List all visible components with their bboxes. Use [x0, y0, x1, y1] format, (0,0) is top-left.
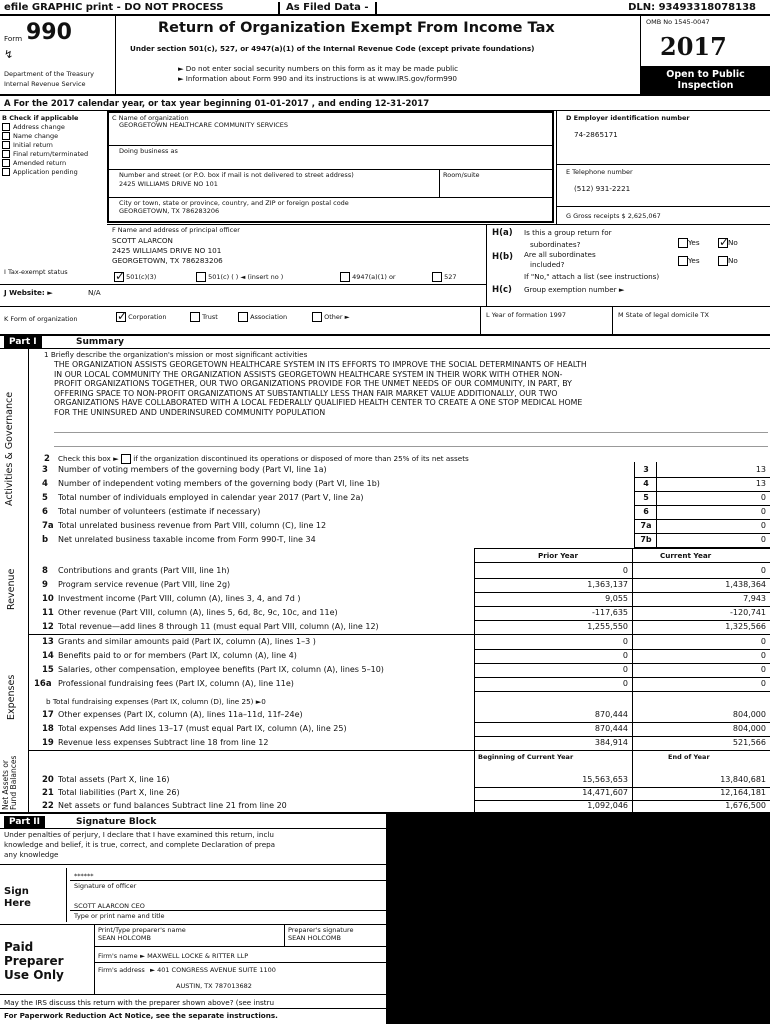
line-box: 7b [640, 535, 652, 544]
hc-label: H(c) [492, 285, 512, 295]
table-row [0, 607, 770, 620]
preparer-name-label: Print/Type preparer's name [98, 926, 186, 934]
current-year-value: 13,840,681 [720, 775, 766, 784]
firm-address-label: Firm's address [98, 966, 145, 974]
line-number: 14 [42, 651, 54, 661]
line-number: 22 [42, 801, 54, 811]
line-box: 6 [643, 507, 649, 516]
hc-question: Group exemption number ► [524, 285, 625, 294]
line-number: 8 [42, 566, 48, 576]
sign-label: Sign [4, 886, 29, 897]
col-current-year: Current Year [660, 551, 712, 560]
line-description: Total expenses Add lines 13–17 (must equal Part IX, column (A), line 25) [58, 724, 347, 733]
line-description: Salaries, other compensation, employee benefits (Part IX, column (A), lines 5–10) [58, 665, 384, 674]
prior-year-value: 0 [622, 566, 628, 575]
side-expenses: Expenses [6, 674, 17, 720]
status-501c[interactable]: 501(c) ( ) ◄ (insert no ) [196, 272, 283, 282]
signature-label: Signature of officer [74, 882, 137, 890]
checkbox-name-change[interactable]: Name change [2, 132, 106, 140]
line-description: Total liabilities (Part X, line 26) [58, 788, 180, 797]
table-row [0, 737, 770, 750]
tax-year: 2017 [660, 32, 727, 61]
line-a: A For the 2017 calendar year, or tax year beginning 01-01-2017 , and ending 12-31-2017 [4, 99, 430, 109]
officer-label: F Name and address of principal officer [112, 226, 240, 234]
status-527[interactable]: 527 [432, 272, 457, 282]
paperwork-notice: For Paperwork Reduction Act Notice, see the separate instructions. [4, 1011, 278, 1020]
ssn-note: ► Do not enter social security numbers on this form as it may be made public [178, 64, 459, 73]
org-trust[interactable]: Trust [190, 312, 218, 322]
prior-year-value: -117,635 [592, 608, 628, 617]
line-description: Professional fundraising fees (Part IX, column (A), line 11e) [58, 679, 294, 688]
ha-question-1: Is this a group return for [524, 228, 612, 237]
city-state-zip: GEORGETOWN, TX 786283206 [119, 207, 220, 215]
line-value: 0 [760, 521, 766, 530]
preparer-signature: SEAN HOLCOMB [288, 934, 341, 942]
line-description: Grants and similar amounts paid (Part IX, column (A), lines 1–3 ) [58, 637, 316, 646]
col-begin-year: Beginning of Current Year [478, 753, 574, 761]
col-end-year: End of Year [668, 753, 710, 761]
officer-name: SCOTT ALARCON [112, 236, 173, 245]
officer-title: SCOTT ALARCON CEO [74, 902, 145, 910]
ein-label: D Employer identification number [566, 114, 690, 122]
state-domicile: M State of legal domicile TX [618, 311, 709, 319]
line-number: 18 [42, 724, 54, 734]
prior-year-value: 0 [622, 651, 628, 660]
current-year-value: 1,325,566 [725, 622, 766, 631]
website-value: N/A [88, 288, 101, 297]
website-label: J Website: ► [4, 288, 53, 297]
status-4947[interactable]: 4947(a)(1) or [340, 272, 396, 282]
year-formation: L Year of formation 1997 [486, 311, 567, 319]
table-row [0, 800, 770, 813]
table-row [0, 464, 770, 477]
mission-text: THE ORGANIZATION ASSISTS GEORGETOWN HEALTHCARE SYSTEM IN ITS EFFORTS TO IMPROVE THE SOCIAL DETERMINANTS OF HEALTH IN OUR LOCAL COMMUNITY THE ORGANIZATION ASSISTS GEORGETOWN HEALTHCARE SYSTEM IN THEIR WORK WITH OTHER NON- PROFIT ORGANIZATIONS TOGETHER, OUR TWO ORGANIZATIONS PROVIDE FOR THE UNMET NEEDS OF OUR COMMUNITY, IN PART, BY OFFERING SPACE TO NON-PROFIT ORGANIZATIONS AT SUBSTANTIALLY LESS THAN FAIR MARKET VALUE ADDITIONALLY, OUR TWO ORGANIZATIONS HAVE COLLABORATED WITH A LOCAL FEDERALLY QUALIFIED HEALTH CENTER TO CREATE A ONE STOP MEDICAL HOME FOR THE UNINSURED AND UNDERINSURED COMMUNITY POPULATION [54, 360, 587, 417]
part1-title: Summary [76, 337, 125, 347]
prior-year-value: 1,363,137 [587, 580, 628, 589]
preparer-signature-label: Preparer's signature [288, 926, 354, 934]
line-number: 10 [42, 594, 54, 604]
officer-addr2: GEORGETOWN, TX 786283206 [112, 256, 223, 265]
checkbox-final-return[interactable]: Final return/terminated [2, 150, 106, 158]
current-year-value: 804,000 [732, 724, 766, 733]
phone-label: E Telephone number [566, 168, 633, 176]
hb-question-1: Are all subordinates [524, 250, 596, 259]
line-description: Total number of individuals employed in calendar year 2017 (Part V, line 2a) [58, 493, 364, 502]
perjury-line2: knowledge and belief, it is true, correct, and complete Declaration of prepa [4, 840, 276, 849]
form-header [0, 16, 770, 96]
table-row [0, 492, 770, 505]
here-label: Here [4, 898, 31, 909]
current-year-value: 0 [760, 651, 766, 660]
ha-label: H(a) [492, 228, 513, 238]
line-value: 13 [755, 465, 766, 474]
ha-no-checkbox[interactable]: ✓ No [718, 238, 738, 248]
line-description: Total number of volunteers (estimate if necessary) [58, 507, 261, 516]
org-corporation[interactable]: ✓ Corporation [116, 312, 166, 322]
line-description: Net unrelated business taxable income from Form 990-T, line 34 [58, 535, 316, 544]
line-number: 7a [42, 521, 54, 531]
org-association[interactable]: Association [238, 312, 287, 322]
checkbox-amended-return[interactable]: Amended return [2, 159, 106, 167]
firm-name: ► MAXWELL LOCKE & RITTER LLP [140, 952, 249, 960]
table-row [0, 664, 770, 677]
preparer-name: SEAN HOLCOMB [98, 934, 151, 942]
firm-name-label: Firm's name [98, 952, 138, 960]
table-row [0, 621, 770, 634]
table-row [0, 534, 770, 547]
officer-title-label: Type or print name and title [74, 912, 165, 920]
dept-irs: Internal Revenue Service [4, 80, 86, 88]
current-year-value: 12,164,181 [720, 788, 766, 797]
line-number: 12 [42, 622, 54, 632]
table-row [0, 650, 770, 663]
line-number: 15 [42, 665, 54, 675]
gross-receipts: G Gross receipts $ 2,625,067 [566, 212, 661, 220]
table-row [0, 593, 770, 606]
form-org-label: K Form of organization [4, 315, 78, 323]
use-only-label: Use Only [4, 968, 64, 982]
prior-year-value: 870,444 [594, 710, 628, 719]
current-year-value: 1,676,500 [725, 801, 766, 810]
prior-year-value: 0 [622, 637, 628, 646]
checkbox-address-change[interactable]: Address change [2, 123, 106, 131]
room-suite-label: Room/suite [443, 171, 480, 179]
line-number: 4 [42, 479, 48, 489]
line-number: 19 [42, 738, 54, 748]
table-row [0, 787, 770, 800]
line-description: Other expenses (Part IX, column (A), lines 11a–11d, 11f–24e) [58, 710, 303, 719]
line-description: Net assets or fund balances Subtract line 21 from line 20 [58, 801, 287, 810]
checkbox-initial-return[interactable]: Initial return [2, 141, 106, 149]
line-box: 4 [643, 479, 649, 488]
line-number: 21 [42, 788, 54, 798]
prior-year-value: 15,563,653 [582, 775, 628, 784]
line-b-title: B Check if applicable [2, 114, 79, 122]
line-description: Total revenue—add lines 8 through 11 (must equal Part VIII, column (A), line 12) [58, 622, 379, 631]
line16b: b Total fundraising expenses (Part IX, column (D), line 25) ►0 [46, 697, 266, 706]
line-description: Program service revenue (Part VIII, line 2g) [58, 580, 231, 589]
line-description: Contributions and grants (Part VIII, line 1h) [58, 566, 230, 575]
table-row [0, 565, 770, 578]
perjury-line1: Under penalties of perjury, I declare that I have examined this return, inclu [4, 830, 274, 839]
line-value: 13 [755, 479, 766, 488]
form-number: 990 [26, 20, 72, 45]
line-description: Number of independent voting members of the governing body (Part VI, line 1b) [58, 479, 380, 488]
table-row [0, 723, 770, 736]
omb-number: OMB No 1545-0047 [646, 18, 710, 26]
line2-num: 2 [44, 454, 50, 464]
dln-label: DLN: 93493318078138 [628, 2, 756, 13]
ha-question-2: subordinates? [530, 240, 581, 249]
line-number: 9 [42, 580, 48, 590]
table-row [0, 774, 770, 787]
prior-year-value: 0 [622, 679, 628, 688]
current-year-value: 1,438,364 [725, 580, 766, 589]
line-value: 0 [760, 535, 766, 544]
prior-year-value: 14,471,607 [582, 788, 628, 797]
line-description: Total assets (Part X, line 16) [58, 775, 170, 784]
line-description: Benefits paid to or for members (Part IX, column (A), line 4) [58, 651, 297, 660]
street-label: Number and street (or P.O. box if mail is not delivered to street address) [119, 171, 354, 179]
side-revenue: Revenue [6, 568, 17, 610]
line-number: b [42, 535, 49, 545]
line2-checkbox[interactable] [121, 454, 131, 464]
efile-label: efile GRAPHIC print - DO NOT PROCESS [4, 2, 224, 13]
line2-text: Check this box ► if the organization discontinued its operations or disposed of more than 25% of its net assets [58, 454, 469, 463]
line-number: 11 [42, 608, 54, 618]
table-row [0, 506, 770, 519]
hb-label: H(b) [492, 252, 513, 262]
form-label: Form [4, 34, 23, 43]
redacted-area [386, 812, 770, 1024]
table-row [0, 478, 770, 491]
table-row [0, 579, 770, 592]
officer-signature-stars: ****** [74, 872, 94, 880]
col-prior-year: Prior Year [538, 551, 579, 560]
table-row [0, 678, 770, 691]
org-other[interactable]: Other ► [312, 312, 350, 322]
prior-year-value: 9,055 [605, 594, 628, 603]
current-year-value: 521,566 [732, 738, 766, 747]
org-name: GEORGETOWN HEALTHCARE COMMUNITY SERVICES [119, 121, 289, 129]
prior-year-value: 870,444 [594, 724, 628, 733]
line-number: 20 [42, 775, 54, 785]
perjury-line3: any knowledge [4, 850, 59, 859]
org-name-box [107, 111, 554, 223]
irs-discuss: May the IRS discuss this return with the preparer shown above? (see instru [4, 998, 275, 1007]
prior-year-value: 1,255,550 [587, 622, 628, 631]
hb-question-2: included? [530, 260, 565, 269]
firm-address: ► 401 CONGRESS AVENUE SUITE 1100 [150, 966, 276, 974]
line-description: Total unrelated business revenue from Part VIII, column (C), line 12 [58, 521, 327, 530]
line-description: Number of voting members of the governing body (Part VI, line 1a) [58, 465, 327, 474]
table-row [0, 636, 770, 649]
line1-label: 1 Briefly describe the organization's mission or most significant activities [44, 350, 308, 359]
open-to-public: Open to Public Inspection [641, 66, 770, 96]
dept-treasury: Department of the Treasury [4, 70, 95, 78]
line-box: 5 [643, 493, 649, 502]
form-title: Return of Organization Exempt From Income Tax [158, 20, 555, 36]
line-value: 0 [760, 507, 766, 516]
prior-year-value: 1,092,046 [587, 801, 628, 810]
ha-yes-checkbox[interactable]: Yes [678, 238, 700, 248]
current-year-value: 0 [760, 665, 766, 674]
table-row [0, 709, 770, 722]
phone-value: (512) 931-2221 [574, 184, 631, 193]
current-year-value: 7,943 [743, 594, 766, 603]
officer-addr1: 2425 WILLIAMS DRIVE NO 101 [112, 246, 222, 255]
hb-note: If "No," attach a list (see instructions) [524, 272, 660, 281]
form-subtitle: Under section 501(c), 527, or 4947(a)(1) of the Internal Revenue Code (except private foundations) [130, 44, 535, 53]
preparer-label: Preparer [4, 954, 64, 968]
status-501c3[interactable]: ✓ 501(c)(3) [114, 272, 156, 282]
info-note: ► Information about Form 990 and its instructions is at www.IRS.gov/form990 [178, 74, 458, 83]
line-description: Other revenue (Part VIII, column (A), lines 5, 6d, 8c, 9c, 10c, and 11e) [58, 608, 338, 617]
part1-tag: Part I [4, 336, 42, 348]
checkbox-application-pending[interactable]: Application pending [2, 168, 106, 176]
line-number: 3 [42, 465, 48, 475]
paid-label: Paid [4, 940, 34, 954]
line-number: 6 [42, 507, 48, 517]
line-number: 17 [42, 710, 54, 720]
line-number: 13 [42, 637, 54, 647]
city-label: City or town, state or province, country, and ZIP or foreign postal code [119, 199, 349, 207]
current-year-value: 0 [760, 679, 766, 688]
org-name-label: C Name of organization [112, 114, 189, 122]
efile-icon: ↯ [4, 48, 14, 61]
line-box: 3 [643, 465, 649, 474]
line-number: 16a [34, 679, 52, 689]
line-description: Revenue less expenses Subtract line 18 from line 12 [58, 738, 269, 747]
hb-yes-checkbox[interactable]: Yes [678, 256, 700, 266]
line-b [2, 114, 106, 176]
current-year-value: -120,741 [730, 608, 766, 617]
hb-no-checkbox[interactable]: No [718, 256, 738, 266]
current-year-value: 804,000 [732, 710, 766, 719]
current-year-value: 0 [760, 566, 766, 575]
ein-value: 74-2865171 [574, 130, 618, 139]
tax-exempt-label: I Tax-exempt status [4, 268, 68, 276]
dba-label: Doing business as [119, 147, 178, 155]
part2-tag: Part II [4, 816, 45, 828]
table-row [0, 520, 770, 533]
line-box: 7a [640, 521, 652, 530]
as-filed-label: As Filed Data - [278, 2, 377, 16]
side-net-assets: Net Assets or Fund Balances [1, 755, 18, 810]
firm-city: AUSTIN, TX 787013682 [176, 982, 252, 990]
prior-year-value: 0 [622, 665, 628, 674]
side-activities: Activities & Governance [4, 391, 15, 506]
part2-title: Signature Block [76, 817, 157, 827]
current-year-value: 0 [760, 637, 766, 646]
line-number: 5 [42, 493, 48, 503]
line-description: Investment income (Part VIII, column (A), lines 3, 4, and 7d ) [58, 594, 301, 603]
street-address: 2425 WILLIAMS DRIVE NO 101 [119, 180, 218, 188]
top-bar [0, 0, 770, 16]
line-value: 0 [760, 493, 766, 502]
prior-year-value: 384,914 [594, 738, 628, 747]
